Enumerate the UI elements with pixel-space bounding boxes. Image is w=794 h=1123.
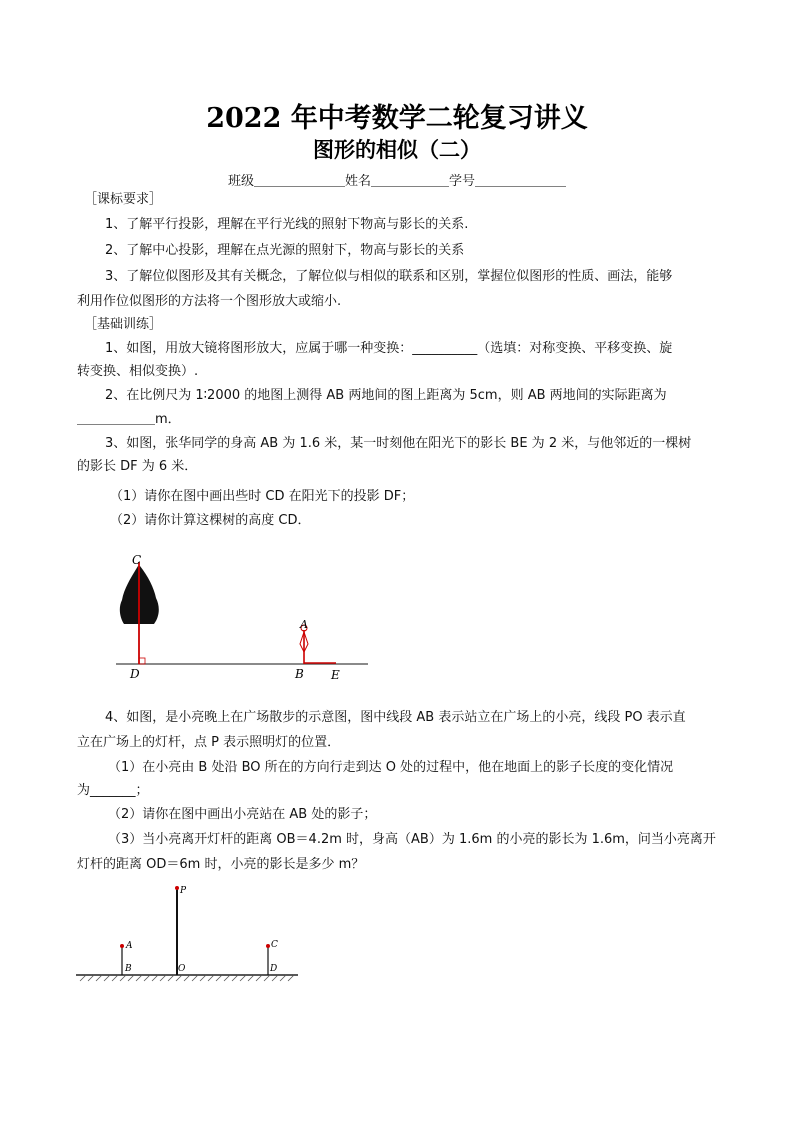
requirement-1: 1、了解平行投影，理解在平行光线的照射下物高与影长的关系. [105, 217, 469, 232]
question-4-sub3-line1: （3）当小亮离开灯杆的距离 OB＝4.2m 时，身高（AB）为 1.6m 的小亮的影长为 1.6m，问当小亮离开 [108, 832, 716, 847]
label-d: D [270, 964, 278, 974]
question-4-sub1-line1: （1）在小亮由 B 处沿 BO 所在的方向行走到达 O 处的过程中，他在地面上的影子长度的变化情况 [108, 760, 674, 775]
question-4-line2: 立在广场上的灯杆，点 P 表示照明灯的位置． [77, 735, 341, 750]
label-b: B [295, 667, 304, 681]
requirement-3-line1: 3、了解位似图形及其有关概念，了解位似与相似的联系和区别，掌握位似图形的性质、画法，能够 [105, 269, 673, 284]
ground-hatching [80, 975, 294, 981]
student-info-line: 班级＿＿＿＿＿＿＿姓名＿＿＿＿＿＿学号＿＿＿＿＿＿＿ [227, 174, 566, 189]
training-heading: ［基础训练］ [84, 317, 163, 332]
main-title: 2022 年中考数学二轮复习讲义 [206, 103, 588, 134]
label-a: A [300, 618, 308, 631]
question-4-sub1-line2: 为_______； [77, 783, 149, 798]
question-4-sub3-line2: 灯杆的距离 OD＝6m 时，小亮的影长是多少 m？ [77, 857, 365, 872]
figure-tree-shadow [108, 548, 378, 688]
label-b: B [125, 964, 132, 974]
label-c: C [271, 940, 278, 950]
question-2-line2: ＿＿＿＿＿＿m． [77, 412, 181, 427]
sub-title: 图形的相似（二） [313, 138, 481, 162]
label-c: C [132, 553, 142, 567]
requirement-2: 2、了解中心投影，理解在点光源的照射下，物高与影长的关系 [105, 243, 465, 258]
question-1-line2: 转变换、相似变换）. [77, 364, 199, 379]
question-4-line1: 4、如图，是小亮晚上在广场散步的示意图，图中线段 AB 表示站立在广场上的小亮，线段 PO 表示直 [105, 710, 686, 725]
question-3-sub2: （2）请你计算这棵树的高度 CD． [110, 513, 311, 528]
question-2-line1: 2、在比例尺为 1∶2000 的地图上测得 AB 两地间的图上距离为 5cm，则 AB 两地间的实际距离为 [105, 388, 667, 403]
label-p: P [180, 886, 187, 896]
label-o: O [178, 964, 186, 974]
question-3-line2: 的影长 DF 为 6 米． [77, 459, 198, 474]
label-a: A [126, 941, 133, 951]
requirement-3-line2: 利用作位似图形的方法将一个图形放大或缩小. [77, 294, 342, 309]
question-4-sub2: （2）请你在图中画出小亮站在 AB 处的影子； [108, 807, 377, 822]
point-c [266, 944, 270, 948]
question-1-line1: 1、如图，用放大镜将图形放大，应属于哪一种变换：__________（选填：对称变换、平移变换、旋 [105, 341, 673, 356]
point-a [120, 944, 124, 948]
question-3-line1: 3、如图，张华同学的身高 AB 为 1.6 米，某一时刻他在阳光下的影长 BE 为 2 米，与他邻近的一棵树 [105, 436, 692, 451]
label-e: E [331, 668, 340, 682]
figure-lamp-post [72, 880, 304, 990]
requirements-heading: ［课标要求］ [84, 192, 163, 207]
label-d: D [130, 667, 140, 681]
question-3-sub1: （1）请你在图中画出些时 CD 在阳光下的投影 DF； [110, 489, 415, 504]
lamp-point-p [175, 886, 179, 890]
